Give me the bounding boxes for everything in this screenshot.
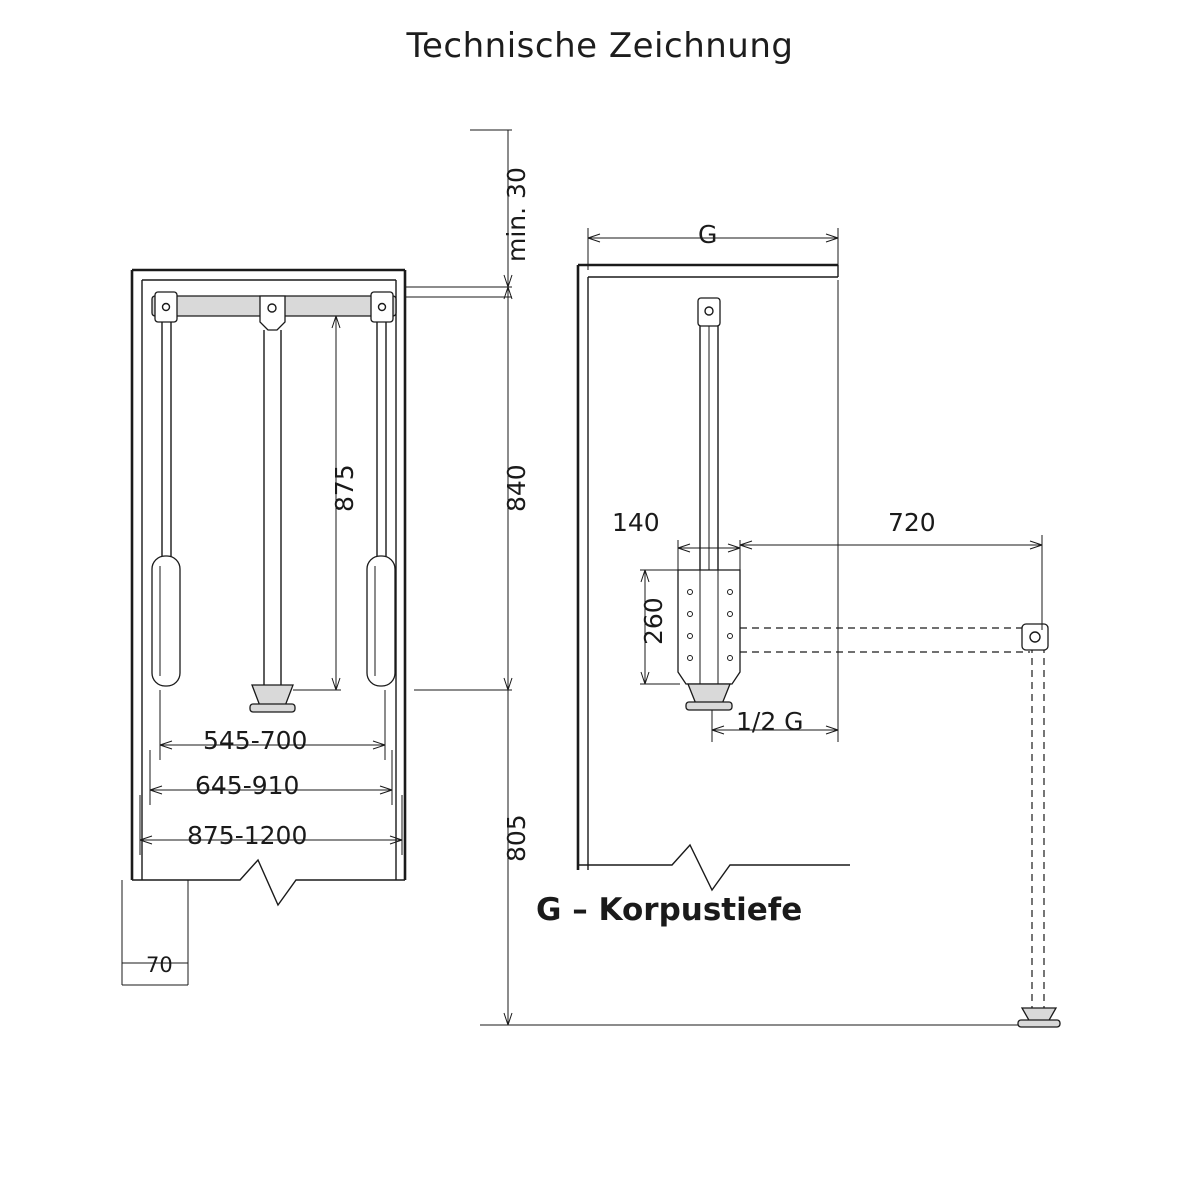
dim-label-width-2: 645-910 xyxy=(195,771,300,800)
side-view-rod xyxy=(698,298,720,570)
dim-805 xyxy=(480,690,1060,1025)
side-view-bracket xyxy=(678,570,740,710)
dim-label-G: G xyxy=(698,220,718,249)
dim-label-width-3: 875-1200 xyxy=(187,821,308,850)
dim-label-width-1: 545-700 xyxy=(203,726,308,755)
dim-label-70: 70 xyxy=(146,953,173,977)
dim-label-720: 720 xyxy=(888,508,936,537)
dim-label-840: 840 xyxy=(502,464,531,512)
front-view-left-arm xyxy=(152,322,180,686)
dim-label-min-30: min. 30 xyxy=(502,167,531,262)
side-view-extended-position xyxy=(740,624,1060,1027)
dim-label-875: 875 xyxy=(330,464,359,512)
front-view-lift-rail xyxy=(152,292,396,330)
front-view-right-arm xyxy=(367,322,395,686)
dim-label-260: 260 xyxy=(639,597,668,645)
dim-label-half-G: 1/2 G xyxy=(736,707,804,736)
dim-840 xyxy=(405,287,512,690)
dim-label-140: 140 xyxy=(612,508,660,537)
legend-korpustiefe: G – Korpustiefe xyxy=(536,892,803,928)
page-title: Technische Zeichnung xyxy=(406,26,794,66)
dim-720 xyxy=(740,535,1042,630)
dim-label-805: 805 xyxy=(502,814,531,862)
front-view-centre-rod xyxy=(250,330,295,712)
